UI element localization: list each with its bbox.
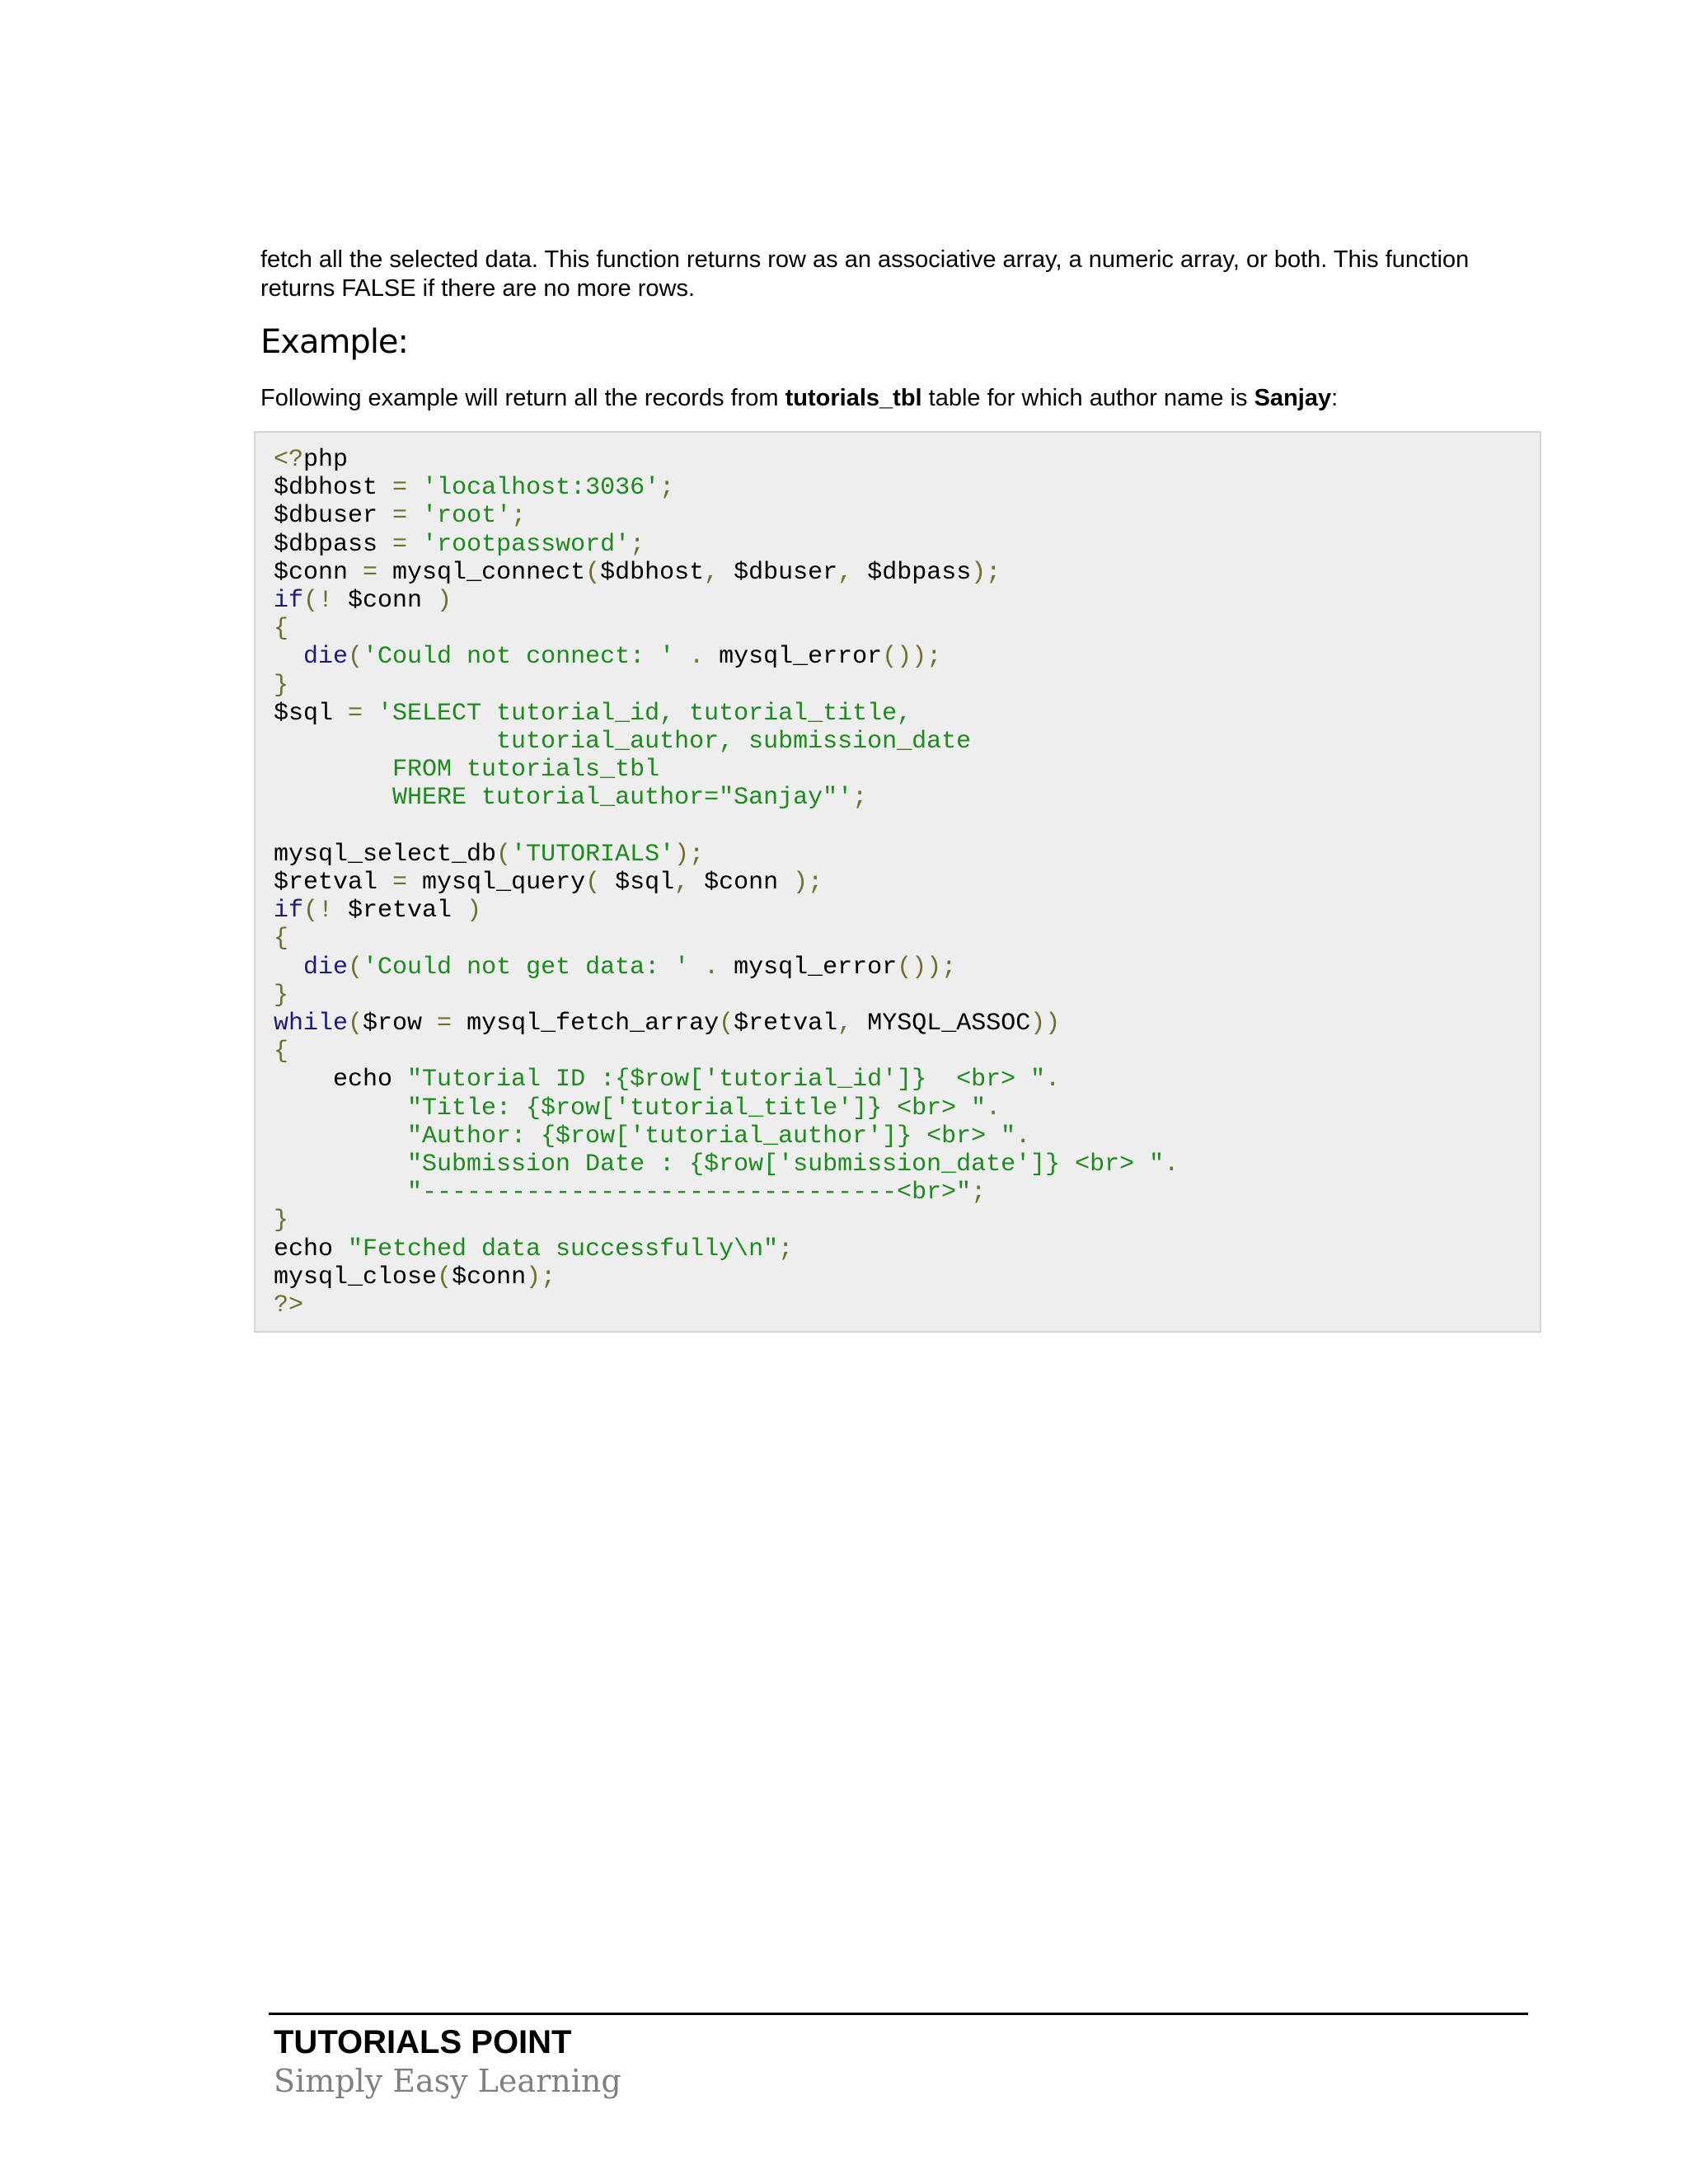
code-token: $row — [363, 1010, 438, 1038]
code-line — [274, 446, 348, 474]
code-token: ( — [585, 558, 601, 587]
code-token: 'localhost:3036' — [422, 474, 660, 503]
lead-prefix: Following example will return all the records from — [260, 385, 785, 411]
code-token: ( — [437, 1263, 452, 1291]
code-token: 'Could not connect: ' — [363, 643, 675, 672]
code-token: php — [303, 446, 349, 474]
code-token: , — [704, 558, 720, 587]
code-token: ( — [585, 869, 601, 898]
code-token: = — [392, 530, 408, 559]
code-token: ( — [348, 1010, 363, 1038]
code-token: ( — [348, 953, 363, 982]
code-token: mysql_fetch_array — [452, 1010, 720, 1038]
code-token: . — [689, 643, 705, 672]
code-token: } — [274, 671, 289, 700]
code-token — [674, 643, 689, 671]
code-token: ) — [437, 587, 452, 616]
code-token: $dbhost — [600, 558, 705, 587]
code-token: ()); — [897, 953, 957, 982]
code-token: $sql — [600, 869, 675, 898]
code-token: die — [303, 953, 349, 982]
code-token: "Title: {$row['tutorial_title']} <br> " — [274, 1094, 987, 1122]
code-block — [254, 431, 1541, 1333]
code-token: "Fetched data successfully\n" — [348, 1235, 779, 1263]
code-line — [274, 672, 288, 700]
footer-brand-title: TUTORIALS POINT — [274, 2024, 572, 2060]
code-token — [274, 643, 303, 671]
code-token: . — [1015, 1122, 1031, 1151]
code-token — [407, 474, 422, 502]
code-token: mysql_error — [719, 953, 898, 982]
code-token: = — [392, 869, 408, 898]
code-token: ; — [971, 1179, 987, 1207]
code-token: mysql_error — [704, 643, 883, 672]
code-token: } — [274, 1207, 289, 1235]
code-line — [274, 954, 956, 982]
footer-brand-tagline: Simply Easy Learning — [274, 2063, 621, 2099]
code-token: )) — [1030, 1010, 1061, 1038]
code-token: ( — [719, 1010, 734, 1038]
code-line — [274, 1010, 1060, 1038]
code-line — [274, 925, 288, 953]
code-token — [407, 502, 422, 530]
code-line — [274, 1151, 1179, 1179]
example-lead-paragraph — [260, 384, 1546, 413]
code-token: $conn — [689, 869, 794, 898]
code-token: $retval — [734, 1010, 838, 1038]
code-token: $conn — [274, 558, 363, 587]
code-token: WHERE tutorial_author="Sanjay"' — [274, 784, 853, 813]
code-token: mysql_close — [274, 1263, 438, 1291]
code-token — [363, 700, 377, 728]
code-line — [274, 502, 526, 530]
code-token: ( — [496, 840, 512, 869]
code-line — [274, 1263, 556, 1291]
code-line — [274, 643, 941, 671]
code-token: mysql_select_db — [274, 840, 497, 869]
code-token: ); — [526, 1263, 556, 1291]
code-line — [274, 1235, 793, 1263]
code-token: . — [704, 953, 720, 982]
code-line — [274, 728, 971, 756]
code-token: $dbhost — [274, 474, 393, 503]
code-token: 'root' — [422, 502, 512, 531]
code-token: die — [303, 643, 349, 672]
code-token: ; — [659, 474, 675, 503]
code-token: (! — [303, 587, 334, 616]
code-token: while — [274, 1010, 349, 1038]
code-token: mysql_query — [407, 869, 586, 898]
code-line — [274, 531, 645, 559]
code-line — [274, 559, 1001, 587]
code-line — [274, 1038, 288, 1066]
code-token: . — [1045, 1066, 1061, 1094]
code-token: echo — [274, 1235, 349, 1263]
code-token — [274, 954, 303, 982]
code-token: = — [363, 558, 378, 587]
code-token: FROM tutorials_tbl — [274, 756, 660, 785]
code-token: 'TUTORIALS' — [511, 840, 675, 869]
code-token — [407, 531, 422, 559]
lead-table-name: tutorials_tbl — [785, 385, 922, 411]
code-token: = — [392, 474, 408, 503]
code-token: <? — [274, 446, 304, 474]
code-token: $sql — [274, 699, 349, 728]
lead-middle: table for which author name is — [921, 385, 1254, 411]
code-token: "Submission Date : {$row['submission_date']} <br> " — [274, 1151, 1165, 1179]
code-line — [274, 1179, 986, 1207]
code-token: { — [274, 615, 289, 644]
code-token: if — [274, 587, 304, 616]
code-token: = — [348, 699, 363, 728]
code-token: = — [392, 502, 408, 531]
lead-author-name: Sanjay — [1254, 385, 1332, 411]
code-token: $retval — [333, 897, 467, 926]
code-token: if — [274, 897, 304, 926]
code-token: } — [274, 981, 289, 1010]
code-token: $dbuser — [719, 558, 838, 587]
code-line — [274, 982, 288, 1010]
example-heading: Example: — [260, 323, 409, 361]
code-token: 'SELECT tutorial_id, tutorial_title, — [377, 699, 912, 728]
code-token: "Author: {$row['tutorial_author']} <br> " — [274, 1122, 1016, 1151]
code-listing — [274, 446, 1179, 1319]
code-line — [274, 700, 912, 728]
code-line — [274, 474, 674, 502]
code-token: "Tutorial ID :{$row['tutorial_id']} <br> " — [407, 1066, 1046, 1094]
code-line — [274, 869, 823, 897]
code-line — [274, 1066, 1060, 1094]
code-token: $dbpass — [274, 530, 393, 559]
code-token: ( — [348, 643, 363, 672]
code-token: { — [274, 1038, 289, 1066]
code-token: "--------------------------------<br>" — [274, 1179, 972, 1207]
code-token: tutorial_author, submission_date — [274, 728, 972, 757]
code-token: ); — [971, 558, 1001, 587]
code-line — [274, 756, 659, 784]
code-token: (! — [303, 897, 334, 926]
code-token: ?> — [274, 1291, 304, 1320]
code-token: 'rootpassword' — [422, 530, 631, 559]
code-token: MYSQL_ASSOC — [852, 1010, 1031, 1038]
code-token: echo — [274, 1066, 408, 1094]
code-token: ()); — [882, 643, 942, 672]
code-line — [274, 1122, 1030, 1151]
code-token: ; — [778, 1235, 794, 1263]
code-token: 'Could not get data: ' — [363, 953, 690, 982]
code-line — [274, 897, 481, 925]
code-line — [274, 784, 867, 812]
code-token: ) — [467, 897, 482, 926]
intro-paragraph: fetch all the selected data. This function returns row as an associative array, a numeric array, or both. This function returns FALSE if there are no more rows. — [260, 246, 1470, 302]
code-token: ; — [511, 502, 527, 531]
code-token: ); — [674, 840, 705, 869]
code-line — [274, 1291, 303, 1319]
code-token: . — [1164, 1151, 1179, 1179]
code-line — [274, 587, 452, 615]
code-token: , — [837, 1010, 853, 1038]
code-line — [274, 615, 288, 643]
code-token: ; — [852, 784, 868, 813]
code-token: . — [986, 1094, 1001, 1122]
code-token — [689, 954, 704, 982]
code-token: $retval — [274, 869, 393, 898]
code-token: $conn — [333, 587, 438, 616]
code-token: mysql_connect — [377, 558, 586, 587]
code-token: $dbuser — [274, 502, 393, 531]
code-token: , — [837, 558, 853, 587]
code-line — [274, 841, 704, 869]
code-line — [274, 1207, 288, 1235]
code-line — [274, 1094, 1001, 1122]
code-token: $conn — [452, 1263, 527, 1291]
code-token: = — [437, 1010, 452, 1038]
code-token: ; — [630, 530, 645, 559]
code-token: { — [274, 925, 289, 954]
lead-suffix: : — [1331, 385, 1339, 411]
footer-divider — [269, 2013, 1528, 2015]
code-token: , — [674, 869, 690, 898]
code-token: ); — [793, 869, 823, 898]
code-token: $dbpass — [852, 558, 972, 587]
